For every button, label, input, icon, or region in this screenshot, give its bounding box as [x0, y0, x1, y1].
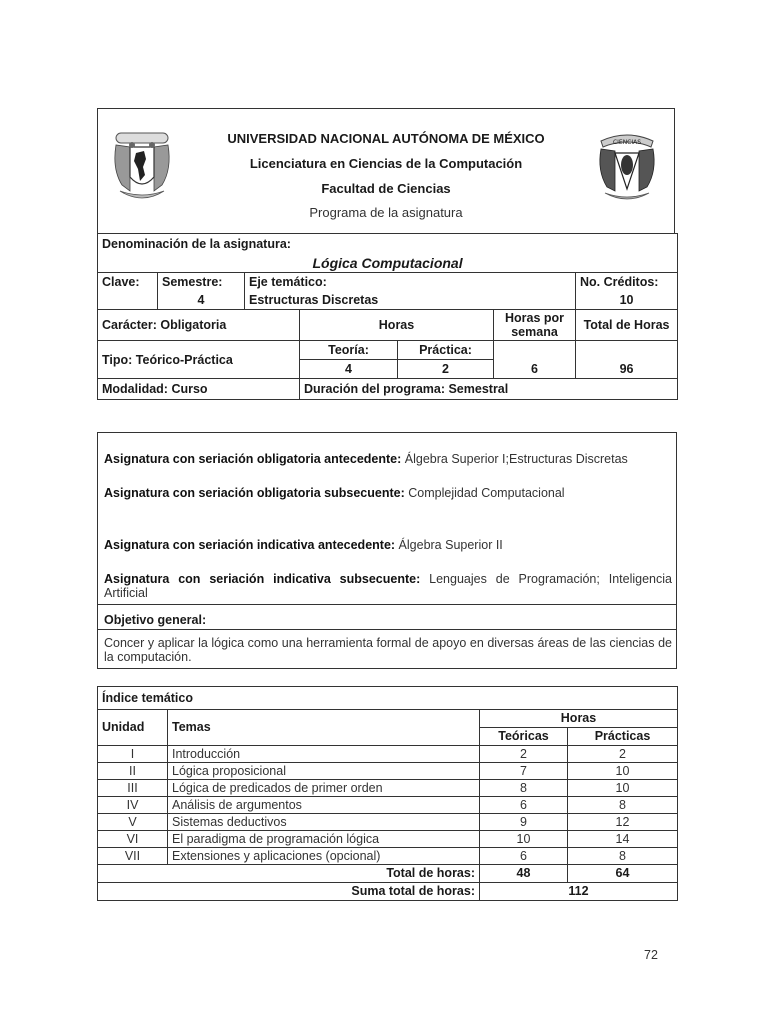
table-row	[98, 797, 678, 814]
unidad-cell: III	[98, 780, 168, 797]
teoricas-cell: 10	[480, 831, 568, 848]
total-row	[98, 865, 678, 883]
col-unidad-header: Unidad	[98, 710, 168, 746]
tipo: Tipo: Teórico-Práctica	[98, 341, 300, 379]
practicas-cell: 12	[568, 814, 678, 831]
teoricas-cell: 2	[480, 746, 568, 763]
caracter: Carácter: Obligatoria	[98, 310, 300, 341]
col-temas-header: Temas	[168, 710, 480, 746]
modalidad: Modalidad: Curso	[98, 379, 300, 400]
suma-value: 112	[480, 883, 678, 901]
tema-cell: Extensiones y aplicaciones (opcional)	[168, 848, 480, 865]
unidad-cell: II	[98, 763, 168, 780]
course-name: Lógica Computacional	[98, 253, 678, 273]
table-row	[98, 814, 678, 831]
table-row	[98, 746, 678, 763]
denominacion-label: Denominación de la asignatura:	[98, 234, 678, 254]
total-teoricas: 48	[480, 865, 568, 883]
objetivo-box	[97, 604, 677, 669]
seriacion-label: Asignatura con seriación indicativa antecedente:	[104, 538, 396, 552]
seriacion-value: Complejidad Computacional	[408, 486, 565, 500]
total-practicas: 64	[568, 865, 678, 883]
eje-value: Estructuras Discretas	[245, 291, 576, 310]
teoria-label: Teoría:	[300, 341, 398, 360]
clave-label: Clave:	[98, 273, 158, 292]
teoricas-cell: 6	[480, 848, 568, 865]
practicas-cell: 10	[568, 763, 678, 780]
creditos-label: No. Créditos:	[576, 273, 678, 292]
tema-cell: Introducción	[168, 746, 480, 763]
unidad-cell: VI	[98, 831, 168, 848]
table-row	[98, 780, 678, 797]
clave-value	[98, 291, 158, 310]
teoria-value: 4	[300, 360, 398, 379]
faculty-name: Facultad de Ciencias	[321, 181, 451, 196]
document-subtitle: Programa de la asignatura	[309, 205, 463, 220]
practicas-cell: 10	[568, 780, 678, 797]
teoricas-cell: 6	[480, 797, 568, 814]
horas-semana-value: 6	[494, 341, 576, 379]
total-horas-label: Total de Horas	[576, 310, 678, 341]
university-name: UNIVERSIDAD NACIONAL AUTÓNOMA DE MÉXICO	[227, 131, 545, 146]
seriacion-label: Asignatura con seriación indicativa subsecuente:	[104, 572, 421, 586]
creditos-value: 10	[576, 291, 678, 310]
tema-cell: Análisis de argumentos	[168, 797, 480, 814]
indice-title: Índice temático	[98, 687, 678, 710]
seriacion-box	[97, 432, 677, 605]
tema-cell: Lógica de predicados de primer orden	[168, 780, 480, 797]
objetivo-label: Objetivo general:	[104, 613, 207, 627]
unidad-cell: VII	[98, 848, 168, 865]
col-horas-header: Horas	[480, 710, 678, 728]
horas-label: Horas	[300, 310, 494, 341]
objetivo-text: Concer y aplicar la lógica como una herramienta formal de apoyo en diversas áreas de las ciencias de la computación.	[104, 636, 672, 664]
page-number: 72	[644, 948, 658, 962]
teoricas-cell: 9	[480, 814, 568, 831]
unidad-cell: I	[98, 746, 168, 763]
seriacion-label: Asignatura con seriación obligatoria subsecuente:	[104, 486, 405, 500]
total-horas-value: 96	[576, 341, 678, 379]
horas-semana-label: Horas por semana	[494, 310, 576, 341]
suma-row	[98, 883, 678, 901]
objetivo-divider	[98, 629, 676, 630]
teoricas-cell: 7	[480, 763, 568, 780]
degree-name: Licenciatura en Ciencias de la Computación	[249, 156, 523, 171]
table-row	[98, 831, 678, 848]
tema-cell: Sistemas deductivos	[168, 814, 480, 831]
semestre-value: 4	[158, 291, 245, 310]
practicas-cell: 2	[568, 746, 678, 763]
total-label: Total de horas:	[98, 865, 480, 883]
duracion: Duración del programa: Semestral	[300, 379, 678, 400]
seriacion-obligatoria-antecedente	[104, 452, 672, 466]
seriacion-indicativa-antecedente	[104, 538, 672, 552]
eje-label: Eje temático:	[245, 273, 576, 292]
suma-label: Suma total de horas:	[98, 883, 480, 901]
seriacion-value: Álgebra Superior II	[398, 538, 503, 552]
indice-tematico-table	[97, 686, 678, 901]
seriacion-indicativa-subsecuente	[104, 572, 672, 600]
semestre-label: Semestre:	[158, 273, 245, 292]
table-row	[98, 763, 678, 780]
course-info-table	[97, 233, 678, 400]
practicas-cell: 8	[568, 848, 678, 865]
teoricas-cell: 8	[480, 780, 568, 797]
col-teoricas-header: Teóricas	[480, 728, 568, 746]
seriacion-value: Álgebra Superior I;Estructuras Discretas	[404, 452, 628, 466]
unidad-cell: IV	[98, 797, 168, 814]
header-box	[97, 108, 675, 233]
practicas-cell: 14	[568, 831, 678, 848]
practica-value: 2	[398, 360, 494, 379]
practica-label: Práctica:	[398, 341, 494, 360]
tema-cell: El paradigma de programación lógica	[168, 831, 480, 848]
table-row	[98, 848, 678, 865]
seriacion-obligatoria-subsecuente	[104, 486, 672, 500]
seriacion-value: Lenguajes de Programación; Inteligencia Artificial	[104, 572, 672, 600]
practicas-cell: 8	[568, 797, 678, 814]
tema-cell: Lógica proposicional	[168, 763, 480, 780]
svg-text:CIENCIAS: CIENCIAS	[612, 139, 642, 146]
unidad-cell: V	[98, 814, 168, 831]
col-practicas-header: Prácticas	[568, 728, 678, 746]
seriacion-label: Asignatura con seriación obligatoria antecedente:	[104, 452, 402, 466]
